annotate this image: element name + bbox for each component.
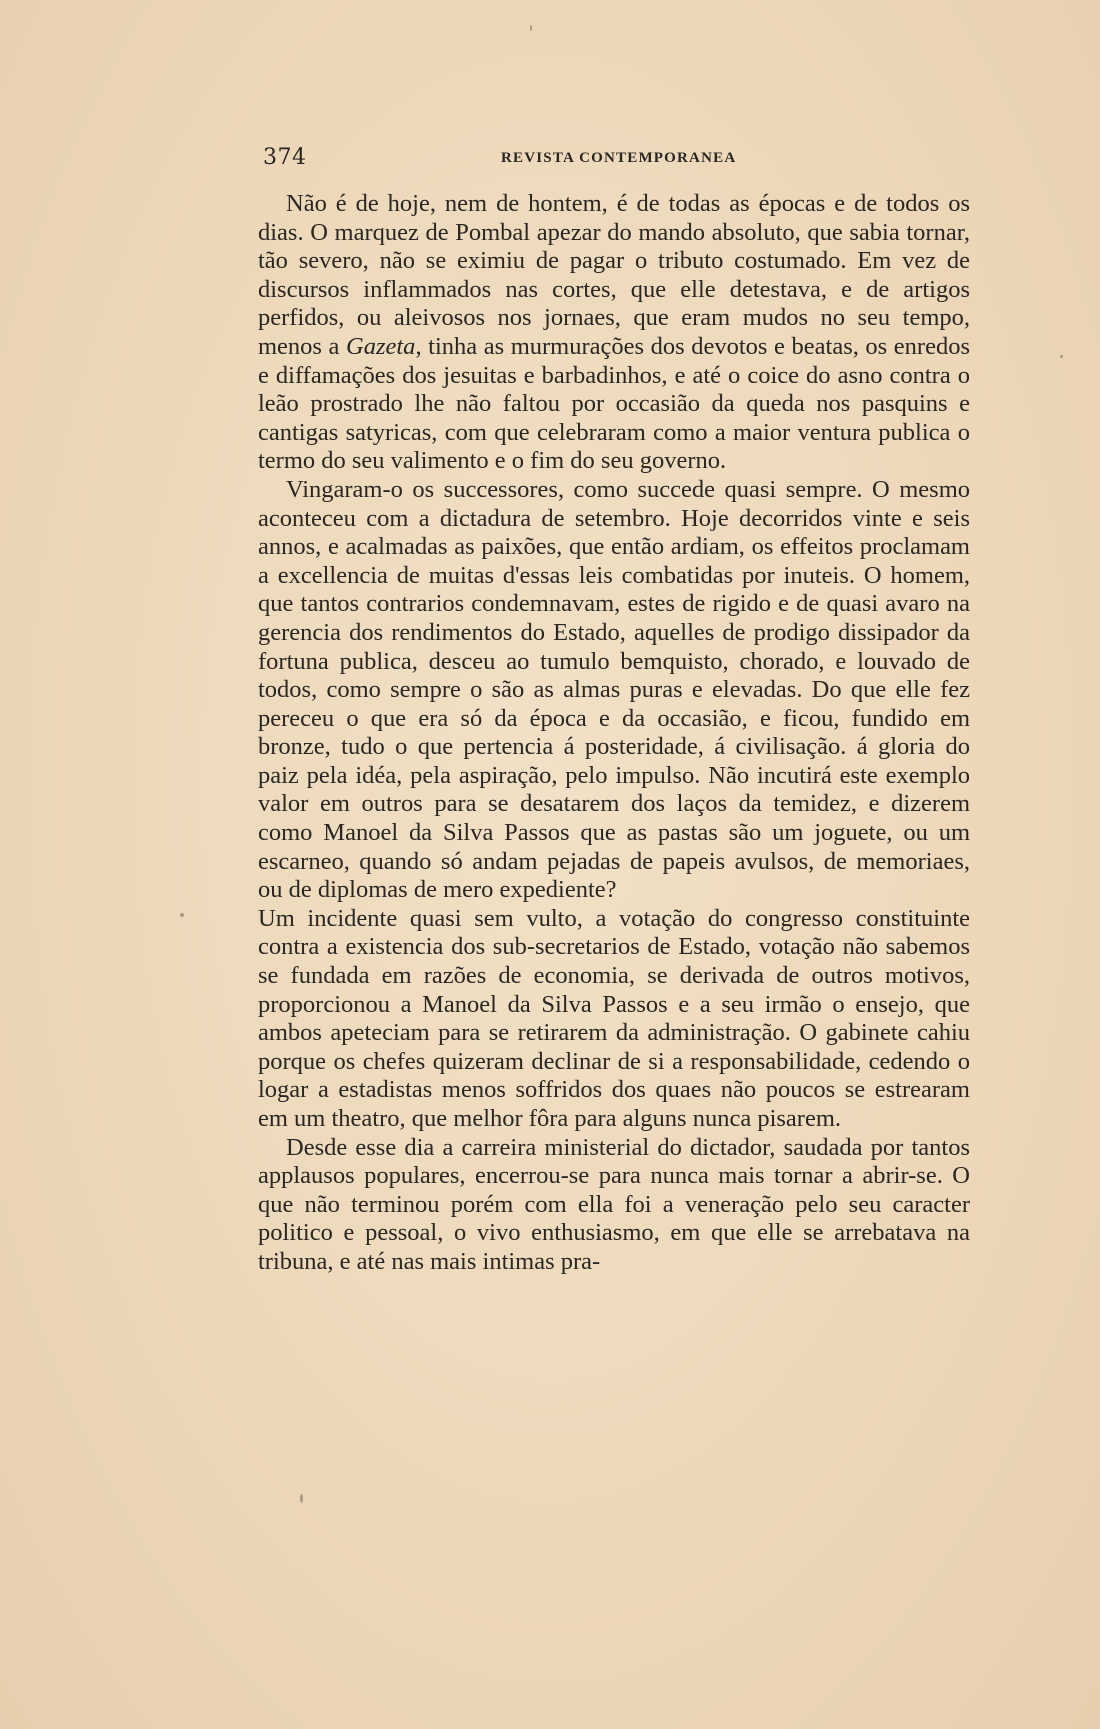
running-head: REVISTA CONTEMPORANEA <box>501 150 737 166</box>
italic-word: Gazeta <box>346 332 416 360</box>
paragraph-3: Um incidente quasi sem vulto, a votação do congresso constituinte contra a existencia dos sub-secretarios de Estado, votação não sabemos se fundada em razões de economia, se derivada de outros motivos, proporcionou a Manoel da Silva Passos e a seu irmão o ensejo, que ambos apeteciam para se retirarem da administração. O gabinete cahiu porque os chefes quizeram declinar de si a responsabilidade, cedendo o logar a estadistas menos soffridos dos quaes não poucos se estrearam em um theatro, que melhor fôra para alguns nunca pisarem. <box>258 904 970 1132</box>
page-header <box>263 145 968 179</box>
paper-speck <box>180 913 184 917</box>
paragraph-4: Desde esse dia a carreira ministerial do dictador, saudada por tantos applausos populares, encerrou-se para nunca mais tornar a abrir-se. O que não terminou porém com ella foi a veneração pelo seu caracter politico e pessoal, o vivo enthusiasmo, em que elle se arrebatava na tribuna, e até nas mais intimas pra- <box>258 1133 970 1275</box>
paragraph-1: Não é de hoje, nem de hontem, é de todas as épocas e de todos os dias. O marquez de Pombal apezar do mando absoluto, que sabia tornar, tão severo, não se eximiu de pagar o tributo costumado. Em vez de discursos inflammados nas cortes, que elle detestava, e de artigos perfidos, ou aleivosos nos jornaes, que eram mudos no seu tempo, menos a Gazeta, tinha as murmurações dos devotos e beatas, os enredos e diffamações dos jesuitas e barbadinhos, e até o coice do asno contra o leão prostrado lhe não faltou por occasião da queda nos pasquins e cantigas satyricas, com que celebraram como a maior ventura publica o termo do seu valimento e o fim do seu governo. <box>258 190 970 475</box>
paper-speck <box>300 1494 303 1503</box>
body-text <box>258 190 970 1277</box>
paper-speck <box>530 25 532 31</box>
paragraph-2: Vingaram-o os successores, como succede quasi sempre. O mesmo aconteceu com a dictadura de setembro. Hoje decorridos vinte e seis annos, e acalmadas as paixões, que então ardiam, os effeitos proclamam a excellencia de muitas d'essas leis combatidas por inuteis. O homem, que tantos contrarios condemnavam, estes de rigido e de quasi avaro na gerencia dos rendimentos do Estado, aquelles de prodigo dissipador da fortuna publica, desceu ao tumulo bemquisto, chorado, e louvado de todos, como sempre o são as almas puras e elevadas. Do que elle fez pereceu o que era só da época e da occasião, e ficou, fundido em bronze, tudo o que pertencia á posteridade, á civilisação. á gloria do paiz pela idéa, pela aspiração, pelo impulso. Não incutirá este exemplo valor em outros para se desatarem dos laços da temidez, e dizerem como Manoel da Silva Passos que as pastas são um joguete, ou um escarneo, quando só andam pejadas de papeis avulsos, de memoriaes, ou de diplomas de mero expediente? <box>258 475 970 904</box>
paper-speck <box>1060 355 1063 358</box>
page-number: 374 <box>263 145 307 170</box>
